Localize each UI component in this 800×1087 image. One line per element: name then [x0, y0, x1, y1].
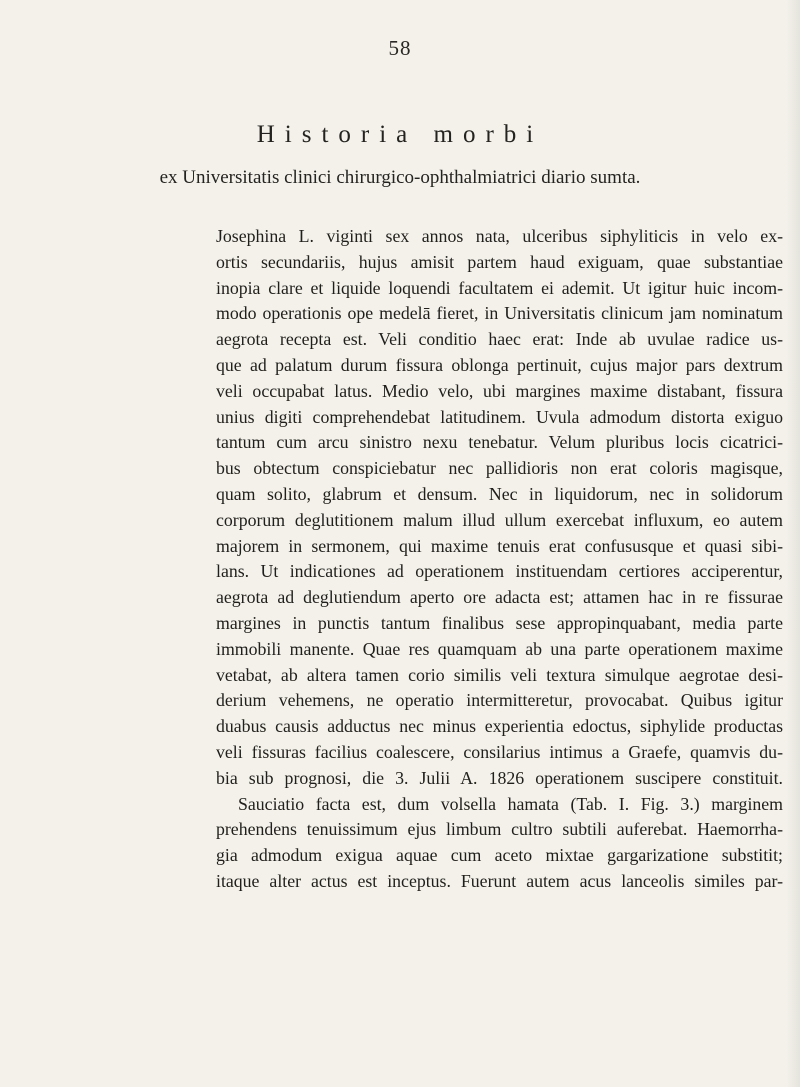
text-line: modo operationis ope medelā fieret, in Universitatis clinicum jam nominatum: [216, 303, 783, 324]
text-line: duabus causis adductus nec minus experientia edoctus, siphylide productas: [216, 716, 783, 737]
text-line: ortis secundariis, hujus amisit partem haud exiguam, quae substantiae: [216, 251, 783, 272]
section-title: Historia morbi: [256, 121, 544, 148]
text-line: que ad palatum durum fissura oblonga pertinuit, cujus major pars dextrum: [216, 354, 783, 375]
page-number: 58: [388, 36, 412, 60]
text-line: aegrota recepta est. Veli conditio haec erat: Inde ab uvulae radice us-: [216, 329, 783, 350]
text-line: gia admodum exigua aquae cum aceto mixtae gargarizatione substitit;: [216, 845, 783, 866]
text-line: corporum deglutitionem malum illud ullum exercebat influxum, eo autem: [216, 509, 783, 530]
text-line: Sauciatio facta est, dum volsella hamata (Tab. I. Fig. 3.) marginem: [238, 793, 783, 814]
text-line: lans. Ut indicationes ad operationem instituendam certiores acciperentur,: [216, 561, 783, 582]
text-line: bus obtectum conspiciebatur nec pallidioris non erat coloris magisque,: [216, 458, 783, 479]
text-line: inopia clare et liquide loquendi facultatem ei ademit. Ut igitur huic incom-: [216, 277, 783, 298]
text-line: vetabat, ab altera tamen corio similis veli textura simulque aegrotae desi-: [216, 664, 783, 685]
text-line: veli fissuras facilius coalescere, consilarius intimus a Graefe, quamvis du-: [216, 741, 783, 762]
body-text: [216, 224, 783, 895]
text-line: margines in punctis tantum finalibus sese appropinquabant, media parte: [216, 612, 783, 633]
text-line: aegrota ad deglutiendum aperto ore adacta est; attamen hac in re fissurae: [216, 587, 783, 608]
text-line: majorem in sermonem, qui maxime tenuis erat confususque et quasi sibi-: [216, 535, 783, 556]
text-line: itaque alter actus est inceptus. Fuerunt autem acus lanceolis similes par-: [216, 870, 783, 891]
text-line: Josephina L. viginti sex annos nata, ulceribus siphyliticis in velo ex-: [216, 226, 783, 246]
text-line: veli occupabat latus. Medio velo, ubi margines maxime distabant, fissura: [216, 380, 783, 401]
text-line: quam solito, glabrum et densum. Nec in liquidorum, nec in solidorum: [216, 483, 783, 504]
text-line: unius digiti comprehendebat latitudinem. Uvula admodum distorta exiguo: [216, 406, 783, 427]
text-line: bia sub prognosi, die 3. Julii A. 1826 operationem suscipere constituit.: [216, 767, 783, 788]
text-line: immobili manente. Quae res quamquam ab una parte operationem maxime: [216, 638, 783, 659]
page-edge-shadow: [786, 0, 800, 1087]
text-line: derium vehemens, ne operatio intermitteretur, provocabat. Quibus igitur: [216, 690, 783, 711]
section-subtitle: ex Universitatis clinici chirurgico-ophthalmiatrici diario sumta.: [159, 167, 641, 188]
text-line: prehendens tenuissimum ejus limbum cultro subtili auferebat. Haemorrha-: [216, 819, 783, 840]
text-line: tantum cum arcu sinistro nexu tenebatur. Velum pluribus locis cicatrici-: [216, 432, 783, 453]
